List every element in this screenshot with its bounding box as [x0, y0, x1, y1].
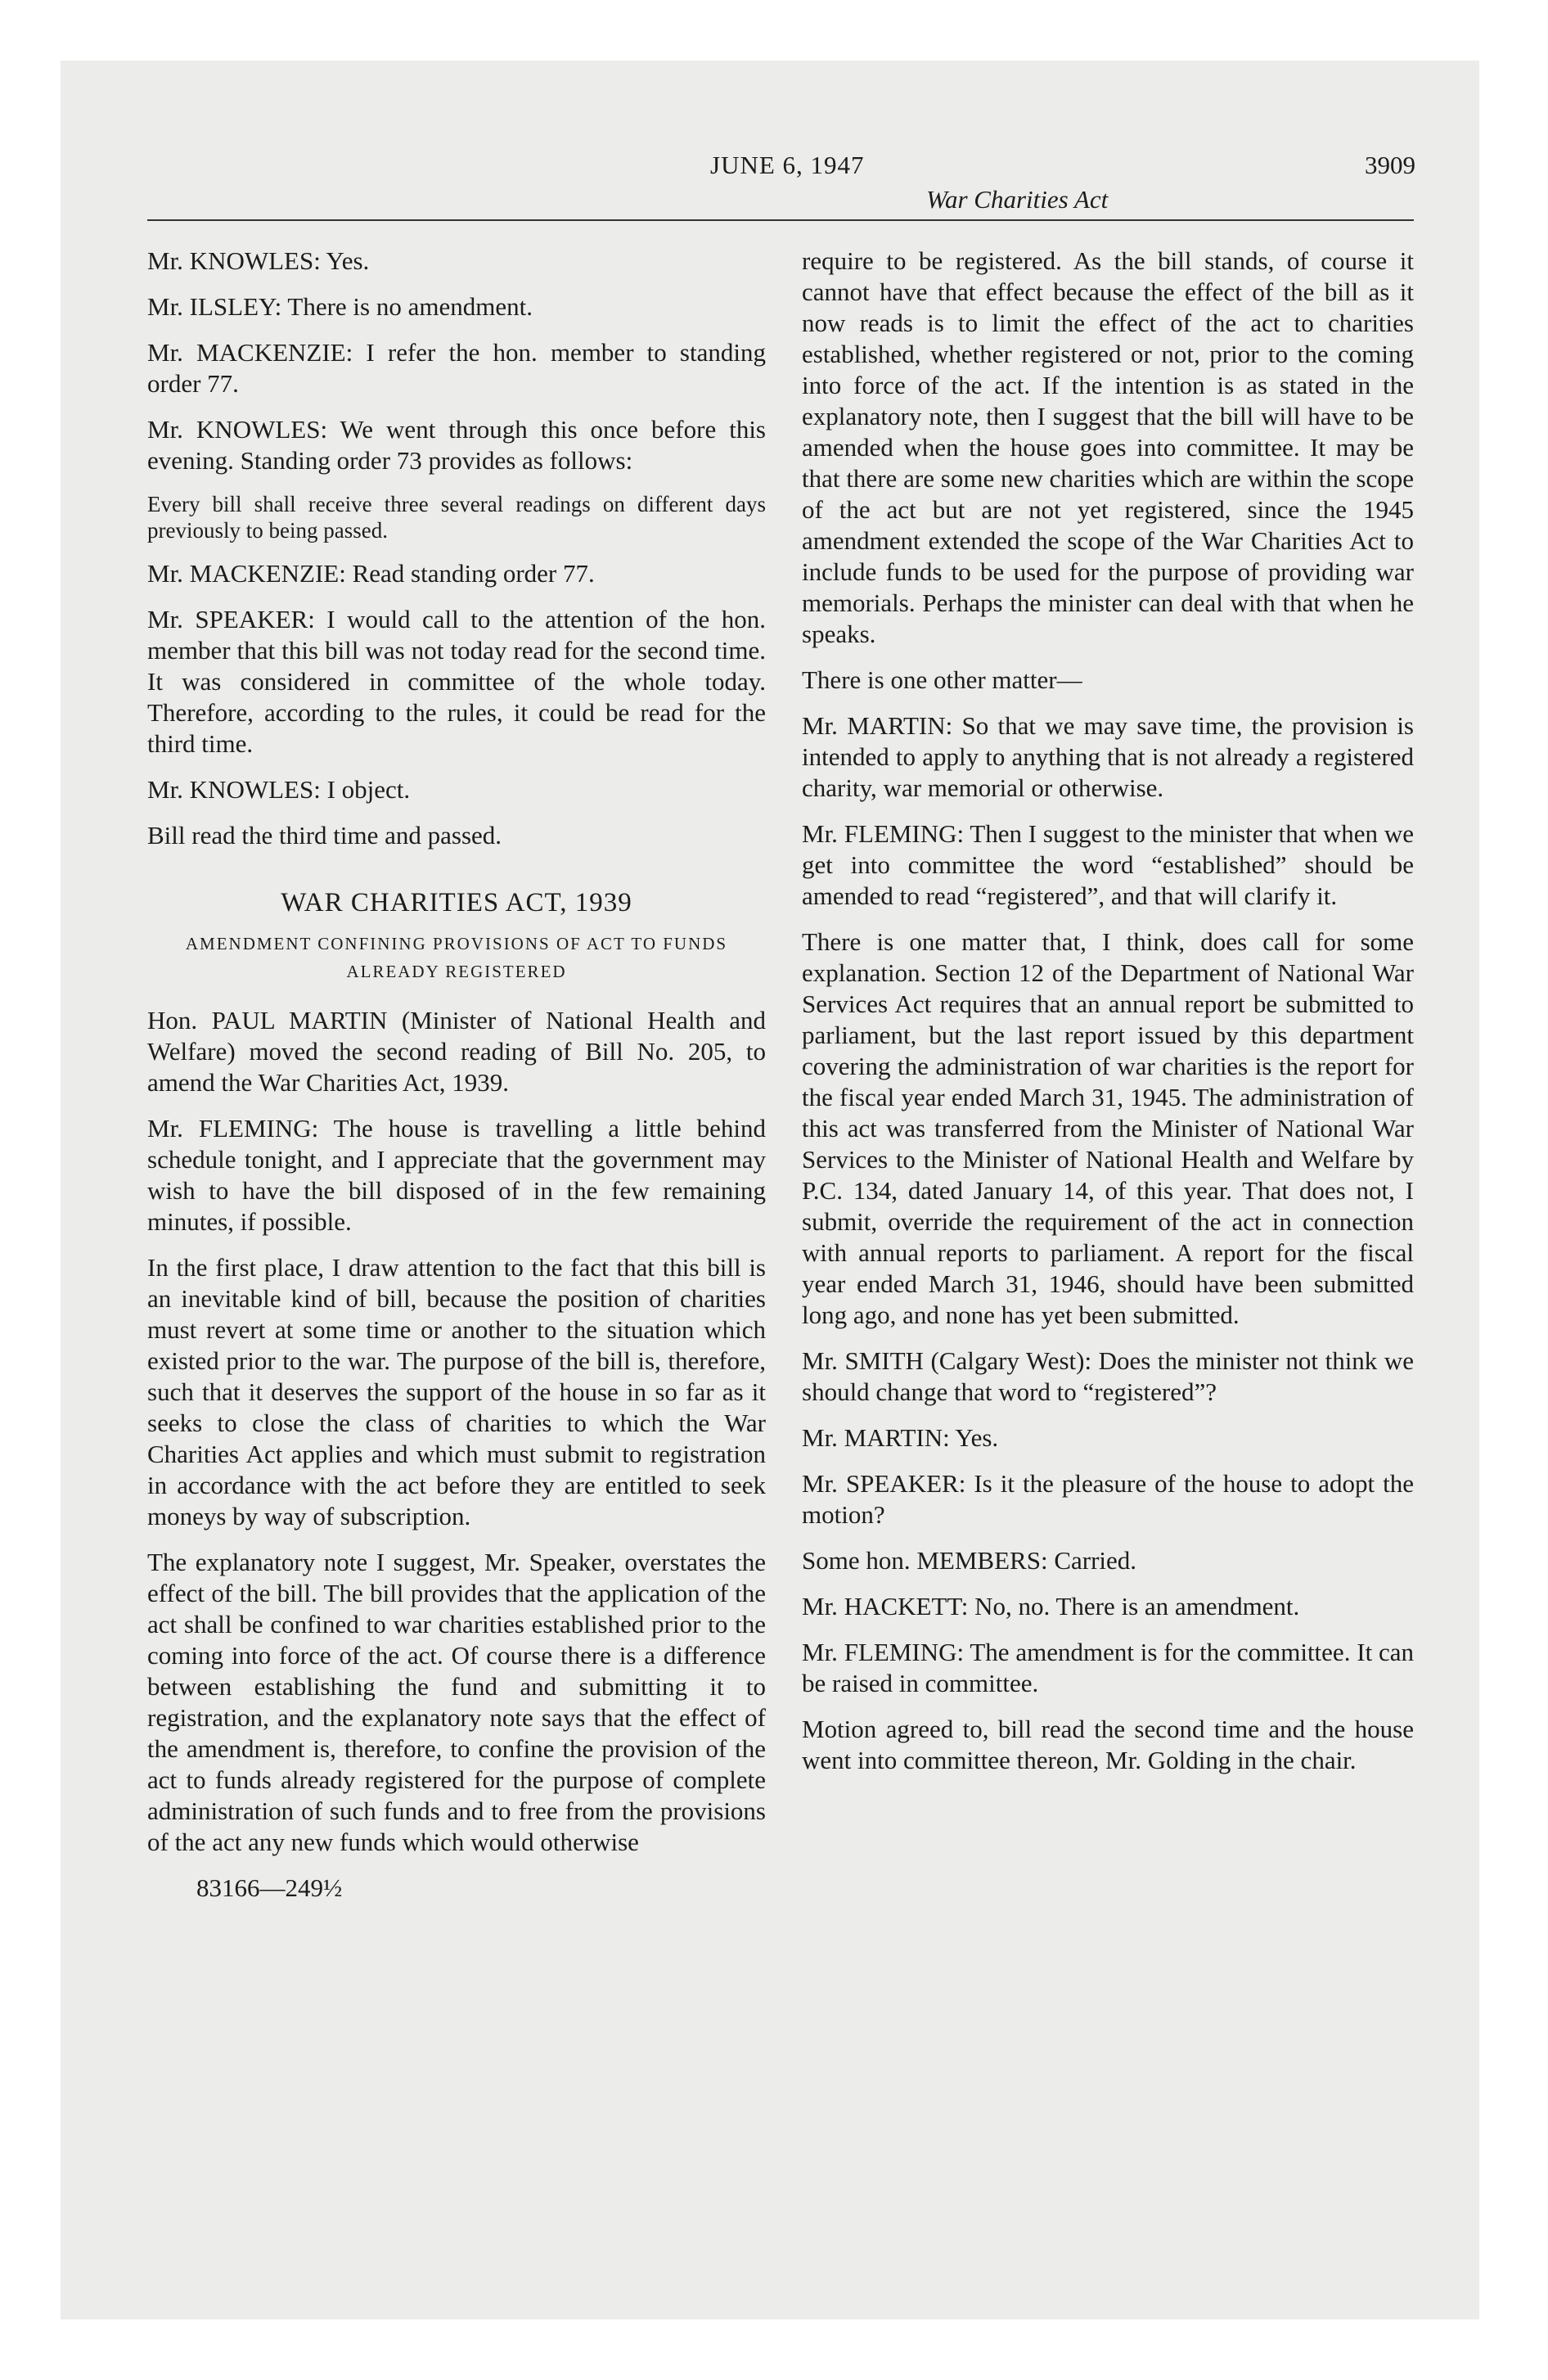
running-title: War Charities Act	[926, 185, 1109, 214]
paragraph: Mr. SMITH (Calgary West): Does the minister not think we should change that word to “registered”?	[802, 1346, 1414, 1406]
paragraph: Mr. MACKENZIE: I refer the hon. member to standing order 77.	[147, 338, 766, 398]
paragraph: Mr. MACKENZIE: Read standing order 77.	[147, 559, 595, 588]
paragraph: Mr. SPEAKER: I would call to the attention of the hon. member that this bill was not today read for the second time. It was considered in committee of the whole today. Therefore, according to the rules, it could be read for the third time.	[147, 605, 766, 758]
paragraph: Bill read the third time and passed.	[147, 821, 502, 850]
paragraph: require to be registered. As the bill stands, of course it cannot have that effect because the effect of the bill as it now reads is to limit the effect of the act to charities established, whether registered or not, prior to the coming into force of the act. If the intention is as stated in the explanatory note, then I suggest that the bill will have to be amended when the house goes into committee. It may be that there are some new charities which are within the scope of the act but are not yet registered, since the 1945 amendment extended the scope of the War Charities Act to include funds to be used for the purpose of providing war memorials. Perhaps the minister can deal with that when he speaks.	[802, 246, 1414, 648]
paragraph: Mr. KNOWLES: We went through this once before this evening. Standing order 73 provides as follows:	[147, 415, 766, 475]
paragraph: Some hon. MEMBERS: Carried.	[802, 1546, 1137, 1575]
right-column	[802, 246, 1414, 1791]
paragraph: Mr. ILSLEY: There is no amendment.	[147, 292, 533, 321]
quoted-rule: Every bill shall receive three several readings on different days previously to being passed.	[147, 492, 766, 543]
left-column	[147, 246, 766, 1904]
paragraph: Mr. KNOWLES: Yes.	[147, 246, 370, 275]
paragraph: Mr. SPEAKER: Is it the pleasure of the house to adopt the motion?	[802, 1469, 1414, 1529]
paragraph: Mr. HACKETT: No, no. There is an amendment.	[802, 1592, 1300, 1620]
header-date: JUNE 6, 1947	[710, 151, 865, 179]
paragraph: Mr. FLEMING: Then I suggest to the minister that when we get into committee the word “established” should be amended to read “registered”, and that will clarify it.	[802, 819, 1414, 910]
paragraph: In the first place, I draw attention to the fact that this bill is an inevitable kind of bill, because the position of charities must revert at some time or another to the situation which existed prior to the war. The purpose of the bill is, therefore, such that it deserves the support of the house in so far as it seeks to close the class of charities to which the War Charities Act applies and which must submit to registration in accordance with the act before they are entitled to seek moneys by way of subscription.	[147, 1253, 766, 1530]
paragraph: Mr. MARTIN: Yes.	[802, 1423, 999, 1452]
section-heading: WAR CHARITIES ACT, 1939	[281, 888, 632, 917]
paragraph: Motion agreed to, bill read the second time and the house went into committee thereon, Mr. Golding in the chair.	[802, 1715, 1414, 1774]
paragraph: Hon. PAUL MARTIN (Minister of National Health and Welfare) moved the second reading of Bill No. 205, to amend the War Charities Act, 1939.	[147, 1006, 766, 1097]
paragraph: Mr. KNOWLES: I object.	[147, 775, 411, 804]
paragraph: The explanatory note I suggest, Mr. Speaker, overstates the effect of the bill. The bill provides that the application of the act shall be confined to war charities established prior to the coming into force of the act. Of course there is a difference between establishing the fund and submitting it to registration, and the explanatory note says that the effect of the amendment is, therefore, to confine the provision of the act to funds already registered for the purpose of complete administration of such funds and to free from the provisions of the act any new funds which would otherwise	[147, 1548, 766, 1856]
header-rule	[147, 219, 1414, 221]
paragraph: Mr. FLEMING: The house is travelling a little behind schedule tonight, and I appreciate that the government may wish to have the bill disposed of in the few remaining minutes, if possible.	[147, 1114, 766, 1236]
footer-code: 83166—249½	[196, 1873, 343, 1902]
section-subheading: AMENDMENT CONFINING PROVISIONS OF ACT TO FUNDS ALREADY REGISTERED	[185, 934, 728, 981]
page-number: 3909	[1365, 151, 1415, 179]
paragraph: Mr. MARTIN: So that we may save time, the provision is intended to apply to anything that is not already a registered charity, war memorial or otherwise.	[802, 711, 1414, 802]
paragraph: There is one matter that, I think, does call for some explanation. Section 12 of the Department of National War Services Act requires that an annual report be submitted to parliament, but the last report issued by this department covering the administration of war charities is the report for the fiscal year ended March 31, 1945. The administration of this act was transferred from the Minister of National War Services to the Minister of National Health and Welfare by P.C. 134, dated January 14, of this year. That does not, I submit, override the requirement of the act in connection with annual reports to parliament. A report for the fiscal year ended March 31, 1946, should have been submitted long ago, and none has yet been submitted.	[802, 927, 1414, 1329]
paragraph: There is one other matter—	[802, 665, 1082, 694]
paragraph: Mr. FLEMING: The amendment is for the committee. It can be raised in committee.	[802, 1638, 1414, 1697]
